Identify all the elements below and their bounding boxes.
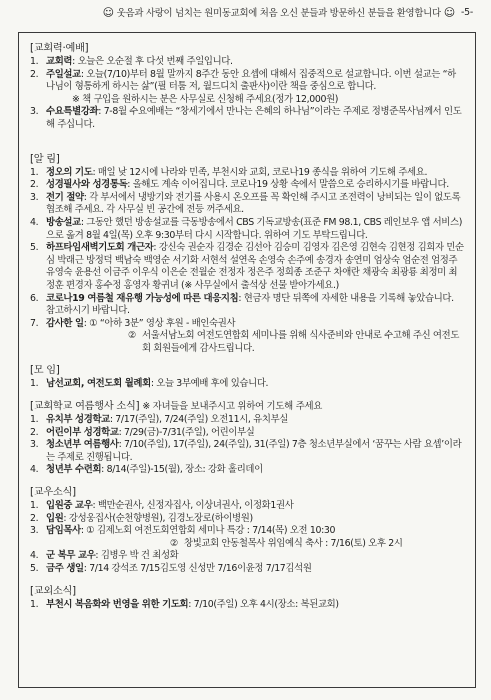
list-item: 2. 어린이부 성경학교: 7/29(금)-7/31(주일), 어린이부실	[30, 426, 255, 438]
list-item: 4. 방송설교: 그동안 했던 방송설교를 극동방송에서 CBS 기독교방송(표준 FM 98.1, CBS 레인보우 앱 서비스)으로 옮겨 8월 4일(목) 오후 9:30부터 다시 시작합니다. 위하여 기도 부탁드립니다.	[30, 216, 463, 241]
section-heading: [알 림]	[30, 153, 60, 165]
section-heading: [교우소식]	[30, 487, 76, 499]
section-heading: [교회학교 여름행사 소식] ※ 자녀들을 보내주시고 위하여 기도해 주세요	[30, 401, 323, 413]
smile-icon: ☺	[443, 5, 456, 19]
list-item: 3. 수요특별강좌: 7-8월 수요예배는 “창세기에서 만나는 은혜의 하나님”이라는 주제로 정병준목사님께서 인도해 주십니다.	[30, 106, 462, 130]
section-heading: [교회력·예배]	[30, 43, 89, 54]
bulletin-box	[18, 32, 476, 688]
list-item: 6. 코로나19 여름철 재유행 가능성에 따른 대응지침: 현금자 명단 뒤쪽에 자세한 내용을 기록해 놓았습니다. 참고하시기 바랍니다.	[30, 292, 454, 317]
list-item: 1. 부천시 복음화와 번영을 위한 기도회: 7/10(주일) 오후 4시(장소: 복된교회)	[30, 598, 339, 610]
list-item: 1. 유치부 성경학교: 7/17(주일), 7/24(주일) 오전11시, 유치부실	[30, 414, 288, 426]
list-item: 4. 청년부 수련회: 8/14(주일)-15(월), 장소: 강화 홀리데이	[30, 464, 263, 476]
header-text: 웃음과 사랑이 넘치는 원미동교회에 처음 오신 분들과 방문하신 분들을 환영합니다	[116, 8, 441, 19]
list-item: 2. 성경필사와 성경통독: 올해도 계속 이어집니다. 코로나19 상황 속에서 말씀으로 승리하시기를 바랍니다.	[30, 179, 449, 191]
list-item: 1. 입원중 교우: 백만순권사, 신정자집사, 이상녀권사, 이정화1권사	[30, 500, 294, 512]
list-item-note: ※ 책 구입을 원하시는 분은 사무실로 신청해 주세요(정가 12,000원)	[72, 93, 339, 105]
list-item: 5. 하프타임새벽기도회 개근자: 강신숙 권순자 김경순 김선아 김승미 김영자 김은영 김현숙 김현정 김희자 민순심 박래근 방정덕 백남숙 백영순 서기화 서현석 설연옥 손영숙 손주예 송경자 송연미 엄상숙 엄순전 엄정주 유영숙 윤용선 이금주 이우식 이은순 전월순 전정자 정은주 정희종 조준구 차애란 채광숙 최광룡 최정미 최정훈 편경자 홍수정 홍영자 황귀녀 (※ 사무실에서 출석상 선물 받아가세요.)	[30, 242, 464, 291]
list-item: 2. 주일설교: 오늘(7/10)부터 8월 말까지 8주간 동안 요셉에 대해서 집중적으로 설교합니다. 이번 설교는 “하나님이 형통하게 하시는 삶”(필 터툼 저, 월드디치 출판사)이란 책을 중심으로 합니다.	[30, 68, 456, 93]
section-note: ※ 자녀들을 보내주시고 위하여 기도해 주세요	[142, 401, 323, 413]
list-item: 5. 금주 생일: 7/14 강석조 7/15김도영 신성만 7/16이윤정 7/17김석원	[30, 563, 312, 574]
list-item: 3. 전기 절약: 각 부서에서 냉방기와 전기를 사용시 온오프를 꼭 확인해 주시고 조전력이 낭비되는 일이 없도록 협조해 주세요. 각 사무실 빈 공간에 전등 꺼주세요.	[30, 191, 461, 216]
list-item: 3. 담임목사: ① 김제노회 여전도회연합회 세미나 특강 : 7/14(목) 오전 10:30	[30, 525, 336, 537]
list-subitem: ② 서울서남노회 여전도연합회 세미나를 위해 식사준비와 안내로 수고해 주신 여전도회 회원들에게 감사드립니다.	[128, 330, 460, 354]
page-header	[18, 3, 473, 21]
list-subitem: ② 창빛교회 안동철목사 위임예식 축사 : 7/16(토) 오후 2시	[170, 537, 403, 549]
section-heading: [교외소식]	[30, 585, 76, 597]
list-item: 1. 정오의 기도: 매일 낮 12시에 나라와 민족, 부천시와 교회, 코로나19 종식을 위하여 기도해 주세요.	[30, 166, 428, 178]
smile-icon: ☺	[102, 5, 114, 19]
list-item: 7. 감사한 일: ① “아하 3분” 영상 후원 - 배인숙권사	[30, 317, 236, 329]
list-item: 2. 입원: 강성웅집사(순천향병원), 김경노장로(하이병원)	[30, 512, 253, 524]
list-item: 3. 청소년부 여름행사: 7/10(주일), 17(주일), 24(주일), 31(주일) 7층 청소년부실에서 ‘꿈꾸는 사람 요셉’이라는 주제로 진행됩니다.	[30, 439, 462, 463]
list-item: 4. 군 복무 교우: 김병우 박 건 최성화	[30, 550, 179, 562]
list-item: 1. 교회력: 오늘은 오순절 후 다섯 번째 주일입니다.	[30, 56, 233, 67]
page-number: -5-	[461, 6, 473, 18]
section-heading: [모 임]	[30, 365, 60, 377]
list-item: 1. 남선교회, 여전도회 월례회: 오늘 3부예배 후에 있습니다.	[30, 378, 269, 390]
